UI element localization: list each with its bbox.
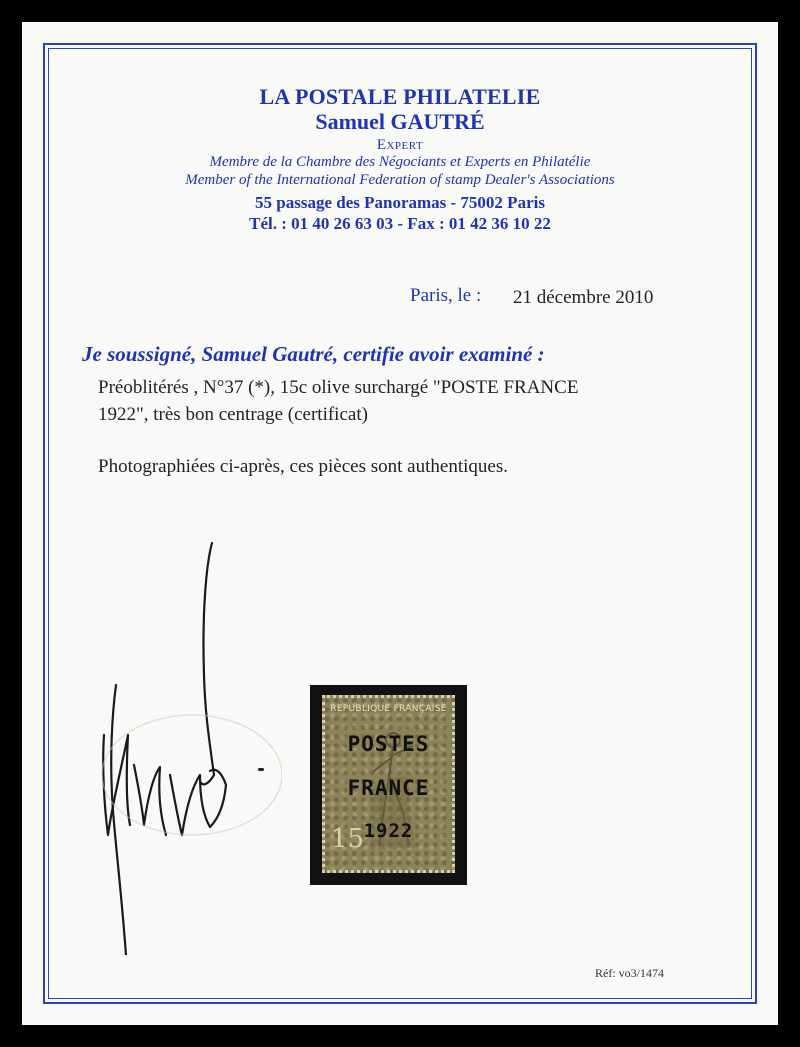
stamp-value: 15 [331,824,365,854]
reference-number: Réf: vo3/1474 [595,966,664,980]
overprint-postes: POSTES [347,732,430,756]
ink-dot [258,768,264,771]
stamp [322,695,455,873]
description-line-2: 1922", très bon centrage (certificat) [98,404,368,425]
address: 55 passage des Panoramas - 75002 Paris [255,193,545,212]
phone-fax: Tél. : 01 40 26 63 03 - Fax : 01 42 36 10 22 [249,214,551,233]
expert-name: Samuel GAUTRÉ [315,109,485,134]
company-name: LA POSTALE PHILATELIE [259,84,541,109]
date-label: Paris, le : [410,285,482,306]
overprint-france: FRANCE [347,776,430,800]
stamp-country: REPUBLIQUE FRANÇAISE [330,704,447,714]
expert-role: Expert [376,137,424,153]
overprint-year: 1922 [363,820,414,842]
description-line-1: Préoblitérés , N°37 (*), 15c olive surchargé "POSTE FRANCE [98,377,579,398]
membership-french: Membre de la Chambre des Négociants et Experts en Philatélie [209,154,591,170]
expert-signature [82,535,282,955]
certification-statement: Je soussigné, Samuel Gautré, certifie avoir examiné : [82,342,545,366]
date-value: 21 décembre 2010 [513,287,654,308]
authenticity-conclusion: Photographiées ci-après, ces pièces sont authentiques. [98,456,508,477]
membership-english: Member of the International Federation of stamp Dealer's Associations [185,172,615,188]
stamp-photo [310,685,467,885]
